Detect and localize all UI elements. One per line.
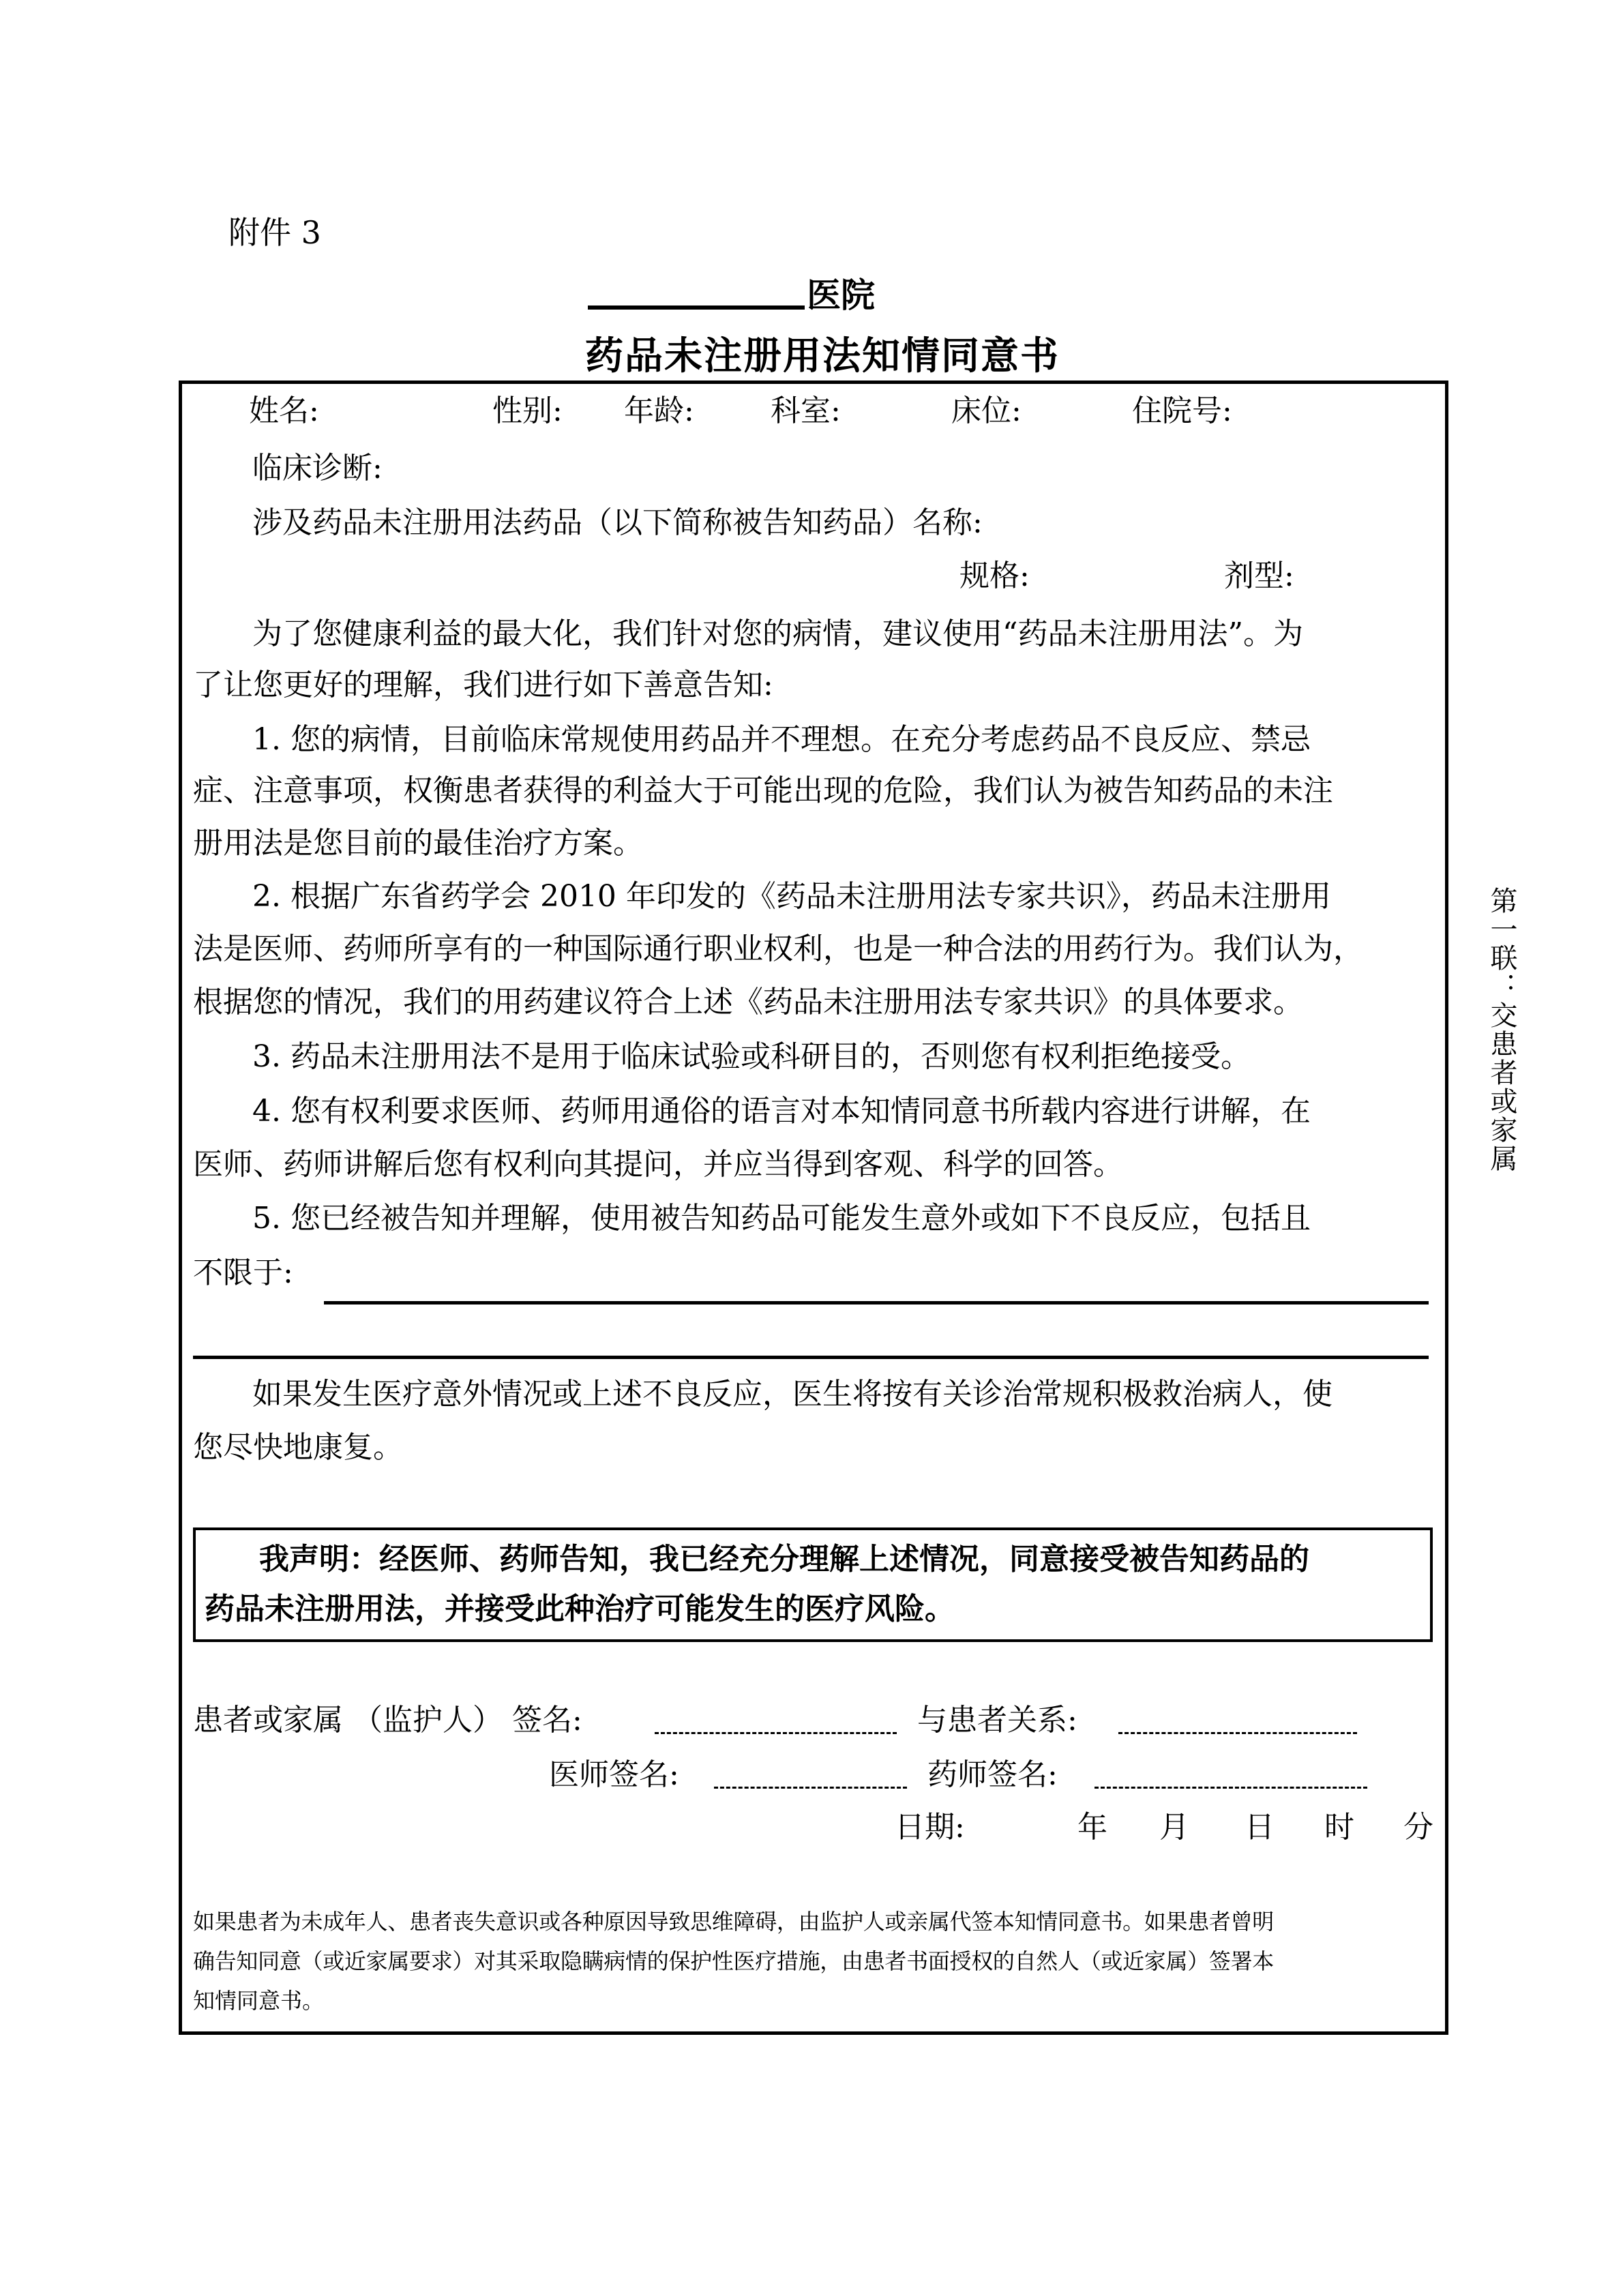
item-4-line: 医师、药师讲解后您有权利向其提问，并应当得到客观、科学的回答。 [193,1147,1123,1182]
intro-paragraph-line: 为了您健康利益的最大化，我们针对您的病情，建议使用“药品未注册用法”。为 [252,616,1303,651]
hospital-suffix: 医院 [807,275,875,315]
patient-signature-field[interactable] [655,1712,897,1734]
item-5-line: 5. 您已经被告知并理解，使用被告知药品可能发生意外或如下不良反应，包括且 [252,1201,1311,1236]
hospital-name-field[interactable] [588,305,805,310]
document-title: 药品未注册用法知情同意书 [585,333,1060,378]
relation-field[interactable] [1118,1712,1357,1734]
footnote-line: 确告知同意（或近家属要求）对其采取隐瞒病情的保护性医疗措施，由患者书面授权的自然人（或近家属）签署本 [193,1948,1275,1974]
pharmacist-signature-label: 药师签名: [927,1757,1058,1792]
date-day[interactable]: 日 [1245,1810,1275,1845]
declaration-line: 药品未注册用法，并接受此种治疗可能发生的医疗风险。 [205,1592,955,1626]
item-2-line: 2. 根据广东省药学会 2010 年印发的《药品未注册用法专家共识》，药品未注册用 [252,879,1331,914]
adverse-reactions-field-continued[interactable] [193,1356,1429,1359]
pharmacist-signature-field[interactable] [1095,1766,1367,1789]
date-label: 日期: [895,1810,965,1845]
date-minute[interactable]: 分 [1403,1810,1433,1845]
name-label: 姓名: [249,393,319,428]
item-3-line: 3. 药品未注册用法不是用于临床试验或科研目的，否则您有权利拒绝接受。 [252,1039,1251,1074]
item-1-line: 1. 您的病情，目前临床常规使用药品并不理想。在充分考虑药品不良反应、禁忌 [252,722,1311,757]
item-1-line: 症、注意事项，权衡患者获得的利益大于可能出现的危险，我们认为被告知药品的未注 [193,773,1333,808]
drug-name-label: 涉及药品未注册用法药品（以下简称被告知药品）名称: [252,505,983,540]
outcome-paragraph-line: 您尽快地康复。 [193,1430,403,1465]
copy-designation-note: 第一联：交患者或家属 [1486,886,1517,1173]
declaration-line: 我声明：经医师、药师告知，我已经充分理解上述情况，同意接受被告知药品的 [259,1542,1309,1577]
patient-signature-label: 患者或家属 （监护人） 签名: [193,1703,582,1738]
item-2-line: 根据您的情况，我们的用药建议符合上述《药品未注册用法专家共识》的具体要求。 [193,985,1303,1019]
dosage-form-label: 剂型: [1224,558,1294,593]
relation-label: 与患者关系: [917,1703,1077,1738]
intro-paragraph-line: 了让您更好的理解，我们进行如下善意告知: [193,668,773,702]
item-2-line: 法是医师、药师所享有的一种国际通行职业权利，也是一种合法的用药行为。我们认为， [193,931,1363,966]
bed-label: 床位: [951,393,1022,428]
diagnosis-label: 临床诊断: [252,451,383,486]
date-hour[interactable]: 时 [1324,1810,1354,1845]
item-5-line: 不限于: [193,1255,293,1290]
date-year[interactable]: 年 [1077,1810,1107,1845]
spec-label: 规格: [959,558,1030,593]
adverse-reactions-field[interactable] [324,1301,1429,1304]
item-1-line: 册用法是您目前的最佳治疗方案。 [193,826,643,861]
doctor-signature-field[interactable] [714,1766,907,1789]
department-label: 科室: [771,393,841,428]
attachment-label: 附件 3 [228,214,321,251]
footnote-line: 知情同意书。 [193,1988,325,2014]
footnote-line: 如果患者为未成年人、患者丧失意识或各种原因导致思维障碍，由监护人或亲属代签本知情同意书。如果患者曾明 [193,1909,1275,1935]
item-4-line: 4. 您有权利要求医师、药师用通俗的语言对本知情同意书所载内容进行讲解，在 [252,1094,1311,1129]
date-month[interactable]: 月 [1159,1810,1189,1845]
gender-label: 性别: [492,393,563,428]
admission-number-label: 住院号: [1132,393,1232,428]
age-label: 年龄: [624,393,694,428]
doctor-signature-label: 医师签名: [549,1757,679,1792]
outcome-paragraph-line: 如果发生医疗意外情况或上述不良反应，医生将按有关诊治常规积极救治病人，使 [252,1377,1332,1412]
